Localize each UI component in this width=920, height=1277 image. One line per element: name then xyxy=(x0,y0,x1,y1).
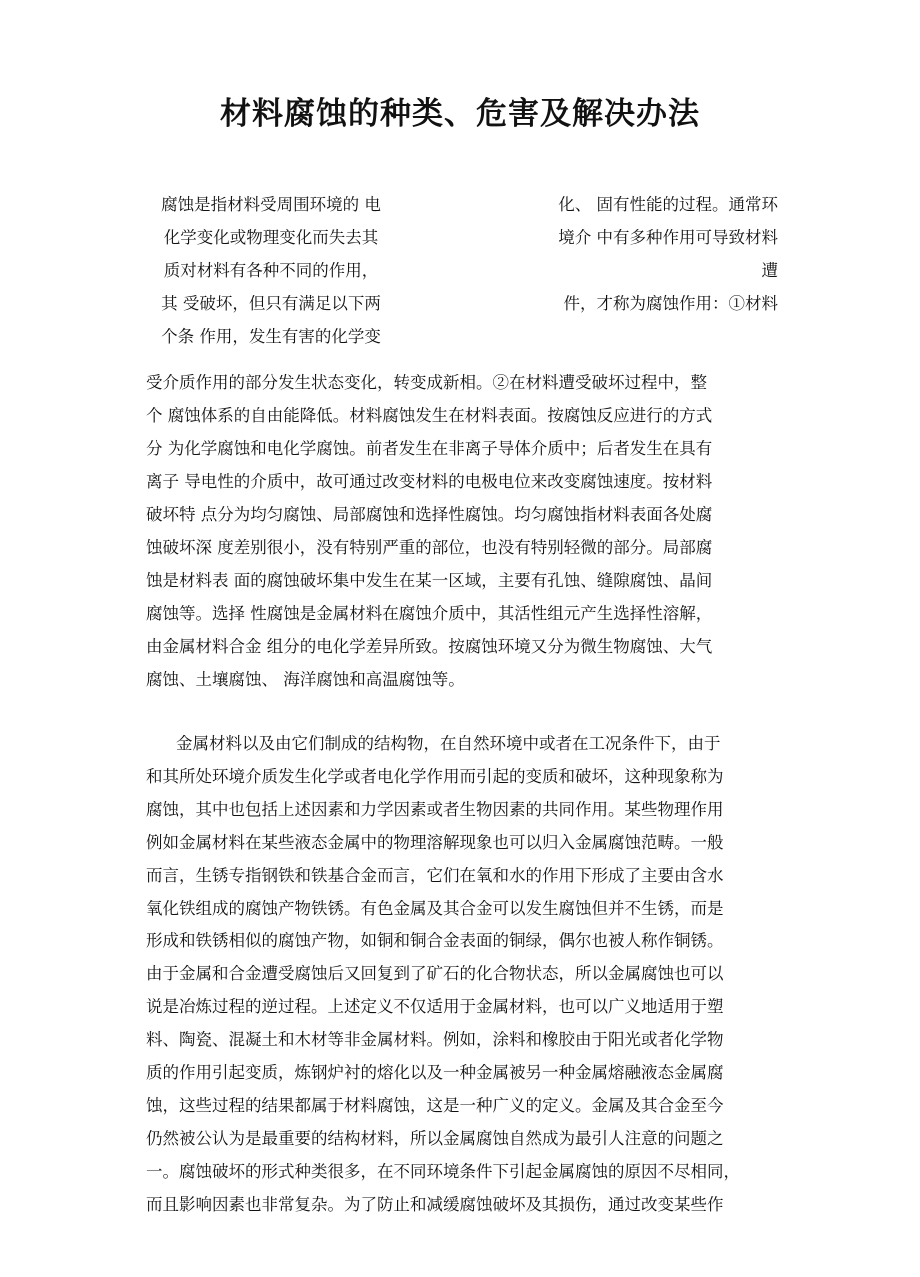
text-line: 由于金属和合金遭受腐蚀后又回复到了矿石的化合物状态，所以金属腐蚀也可以 xyxy=(146,964,724,984)
text-line: 蚀是材料表 面的腐蚀破坏集中发生在某一区域，主要有孔蚀、缝隙腐蚀、晶间 xyxy=(146,571,713,590)
text-line: 和其所处环境介质发生化学或者电化学作用而引起的变质和破坏，这种现象称为 xyxy=(146,766,724,786)
text-line: 腐蚀等。选择 性腐蚀是金属材料在腐蚀介质中，其活性组元产生选择性溶解， xyxy=(146,604,713,623)
text-line: 仍然被公认为是最重要的结构材料，所以金属腐蚀自然成为最引人注意的问题之 xyxy=(146,1128,724,1148)
text-line: 说是冶炼过程的逆过程。上述定义不仅适用于金属材料，也可以广义地适用于塑 xyxy=(146,997,724,1017)
text-line: 料、陶瓷、混凝土和木材等非金属材料。例如，涂料和橡胶由于阳光或者化学物 xyxy=(146,1030,724,1050)
text-line: 形成和铁锈相似的腐蚀产物，如铜和铜合金表面的铜绿，偶尔也被人称作铜锈。 xyxy=(146,931,724,951)
text-line: 分 为化学腐蚀和电化学腐蚀。前者发生在非离子导体介质中；后者发生在具有 xyxy=(146,439,713,458)
text-line: 腐蚀，其中也包括上述因素和力学因素或者生物因素的共同作用。某些物理作用 xyxy=(146,799,724,819)
text-line: 一。腐蚀破坏的形式种类很多，在不同环境条件下引起金属腐蚀的原因不尽相同， xyxy=(146,1161,740,1181)
text-line: 蚀破坏深 度差别很小，没有特别严重的部位，也没有特别轻微的部分。局部腐 xyxy=(146,538,713,557)
paragraph-metal-corrosion xyxy=(146,728,786,1222)
text-line: 破坏特 点分为均匀腐蚀、局部腐蚀和选择性腐蚀。均匀腐蚀指材料表面各处腐 xyxy=(146,505,713,524)
text-line: 个条 作用，发生有害的化学变 xyxy=(161,327,381,346)
document-title: 材料腐蚀的种类、危害及解决办法 xyxy=(220,96,700,132)
left-column-text xyxy=(146,188,396,353)
text-line: 氧化铁组成的腐蚀产物铁锈。有色金属及其合金可以发生腐蚀但并不生锈，而是 xyxy=(146,898,724,918)
text-line: 个 腐蚀体系的自由能降低。材料腐蚀发生在材料表面。按腐蚀反应进行的方式 xyxy=(146,406,713,425)
text-line: 蚀，这些过程的结果都属于材料腐蚀，这是一种广义的定义。金属及其合金至今 xyxy=(146,1095,724,1115)
right-column-text xyxy=(528,188,778,327)
text-line: 境介 中有多种作用可导致材料 xyxy=(558,228,778,247)
text-line: 由金属材料合金 组分的电化学差异所致。按腐蚀环境又分为微生物腐蚀、大气 xyxy=(146,637,713,656)
text-line: 件，才称为腐蚀作用：①材料 xyxy=(563,294,778,313)
text-line: 遭 xyxy=(761,261,778,280)
text-line: 质的作用引起变质，炼钢炉衬的熔化以及一种金属被另一种金属熔融液态金属腐 xyxy=(146,1063,724,1083)
text-line: 而且影响因素也非常复杂。为了防止和减缓腐蚀破坏及其损伤，通过改变某些作 xyxy=(146,1194,724,1214)
text-line: 腐蚀、土壤腐蚀、 海洋腐蚀和高温腐蚀等。 xyxy=(146,670,465,689)
text-line: 质对材料有各种不同的作用， xyxy=(163,261,379,280)
text-line: 例如金属材料在某些液态金属中的物理溶解现象也可以归入金属腐蚀范畴。一般 xyxy=(146,832,724,852)
text-line: 化、 固有性能的过程。通常环 xyxy=(558,195,778,214)
text-line: 化学变化或物理变化而失去其 xyxy=(163,228,379,247)
text-line: 腐蚀是指材料受周围环境的 电 xyxy=(161,195,381,214)
paragraph-corrosion-types xyxy=(146,366,786,696)
text-line: 而言，生锈专指钢铁和铁基合金而言，它们在氧和水的作用下形成了主要由含水 xyxy=(146,865,724,885)
text-line: 离子 导电性的介质中，故可通过改变材料的电极电位来改变腐蚀速度。按材料 xyxy=(146,472,713,491)
text-line: 金属材料以及由它们制成的结构物，在自然环境中或者在工况条件下，由于 xyxy=(176,734,721,753)
text-line: 其 受破坏，但只有满足以下两 xyxy=(161,294,381,313)
text-line: 受介质作用的部分发生状态变化，转变成新相。②在材料遭受破坏过程中，整 xyxy=(146,373,707,392)
